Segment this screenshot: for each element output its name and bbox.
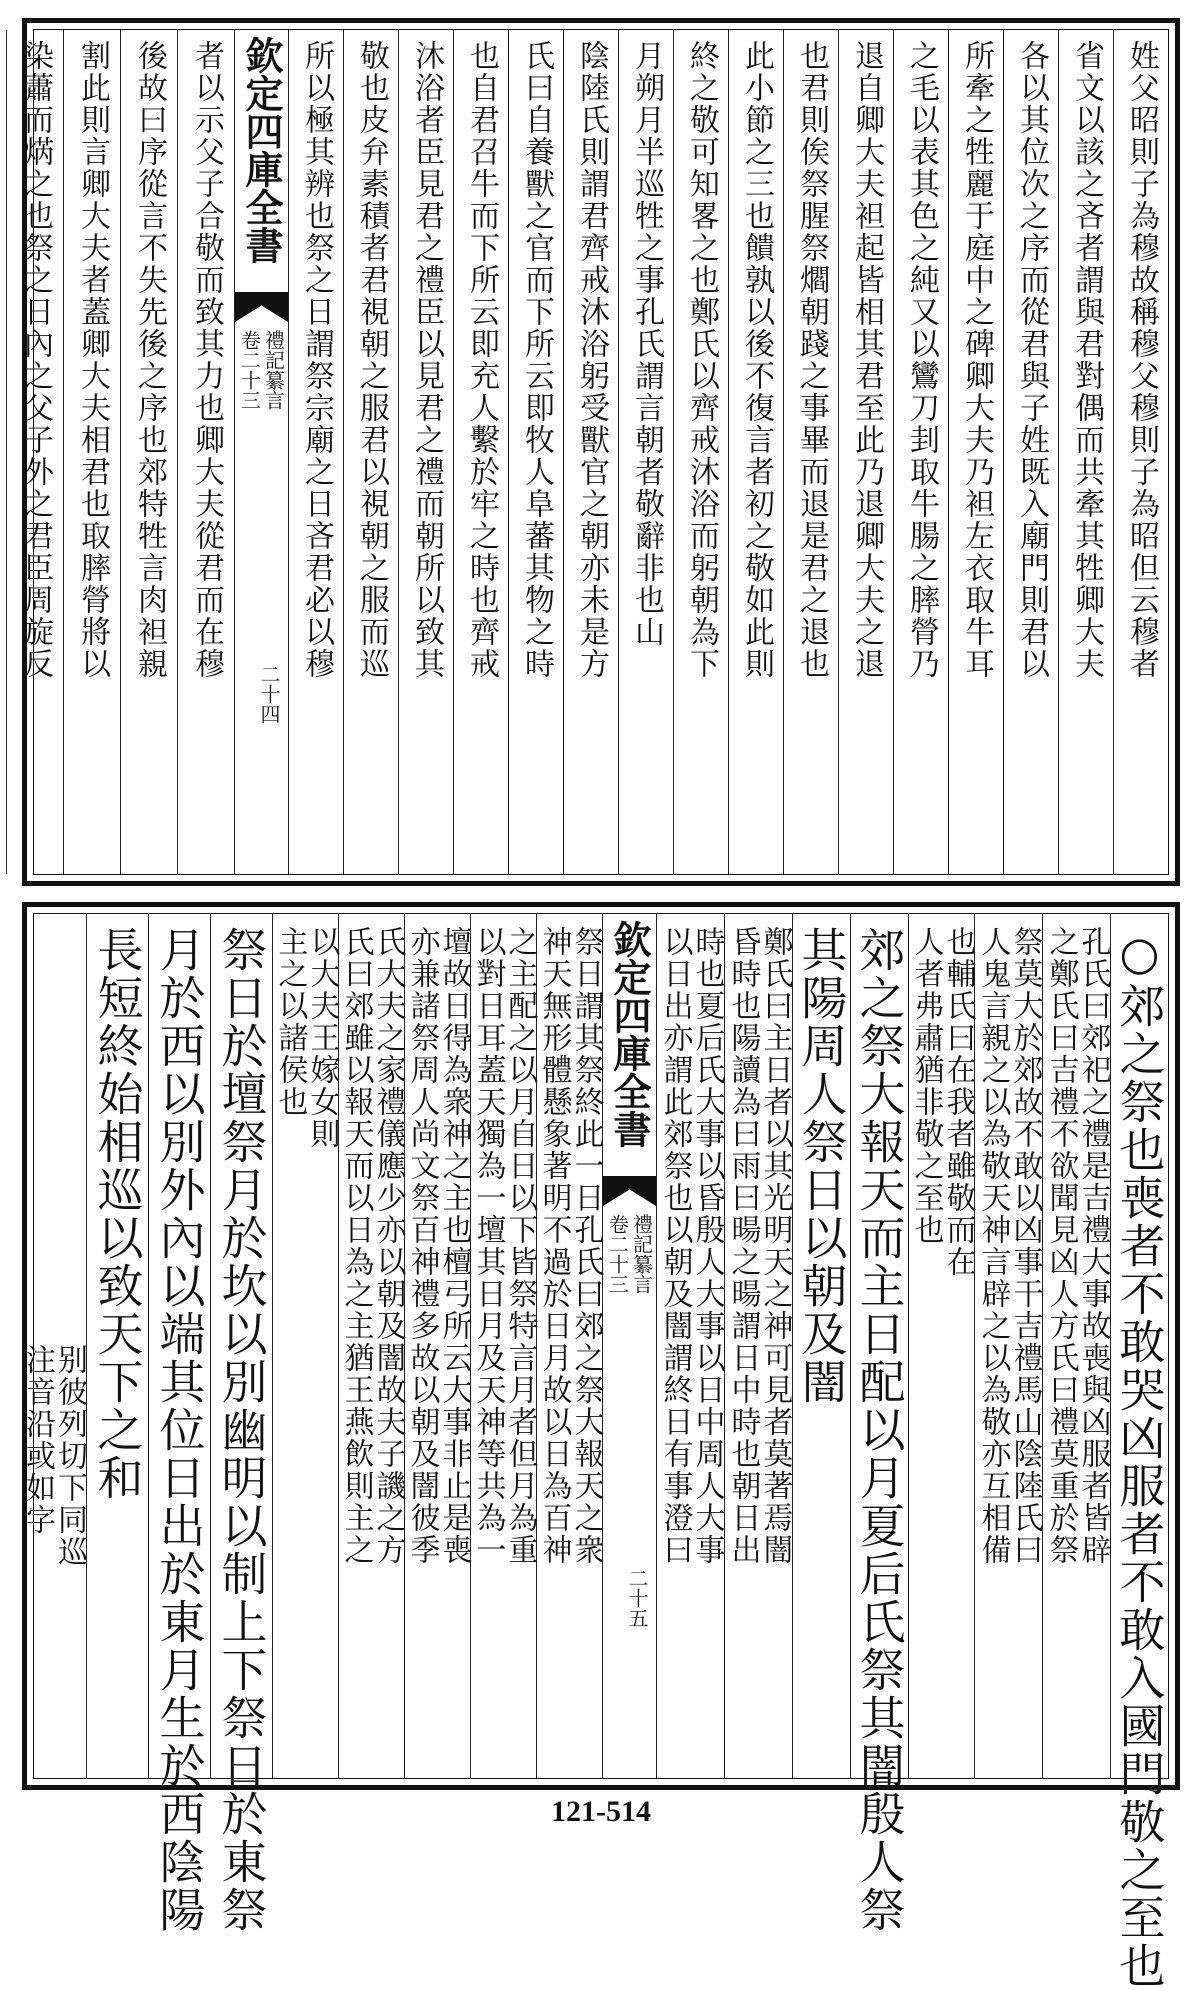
commentary-column: 也輔氏曰在我者雖敬而在 人者弗肅猶非敬之至也 (908, 914, 974, 1778)
text-column: 省文以該之吝者謂與君對偶而共牽其牲卿大夫 (1058, 30, 1113, 874)
text-column: 染蕭而焫之也祭之日內之父子外之君臣周旋反 (6, 30, 63, 874)
text-column: 所牽之牲麗于庭中之碑卿大夫乃袒左衣取牛耳 (948, 30, 1003, 874)
commentary-column: 之主配之以月自日以下皆祭特言月者但月為重 以對日耳蓋天獨為一壇其日月及天神等共為一 (470, 914, 536, 1778)
text-column: 也自君召牛而下所云即充人繫於牢之時也齊戒 (453, 30, 508, 874)
book-title: 禮記纂言 (261, 330, 286, 410)
main-text-column: 祭日於壇祭月於坎以別幽明以制上下祭日於東祭 (210, 914, 272, 1778)
book-title: 禮記纂言 (629, 1214, 654, 1294)
text-column: 此小節之三也饋孰以後不復言者初之敬如此則 (728, 30, 783, 874)
text-column: 姓父昭則子為穆故稱穆父穆則子為昭但云穆者 (1113, 30, 1168, 874)
commentary-column: 别彼列切下同巡 注音沿或如字 (20, 1344, 87, 1568)
spine-volume-info (237, 330, 286, 410)
commentary-column: 祭莫大於郊故不敢以凶事干吉禮馬山陰陸氏曰 人鬼言親之以為敬天神言辟之以為敬亦互相備 (974, 914, 1042, 1778)
text-column: 陰陸氏則謂君齊戒沐浴躬受獸官之朝亦未是方 (563, 30, 618, 874)
commentary-column: 氏大夫之家禮儀應少亦以朝及闇故夫子譏之方 氏曰郊雖以報天而以日為之主猶王燕飲則主之 (338, 914, 404, 1778)
center-spine (234, 30, 288, 874)
text-column: 之毛以表其色之純又以鸞刀刲取牛腸之膟膋乃 (893, 30, 948, 874)
main-text-column: 長短終始相巡以致天下之和 (86, 914, 148, 1778)
commentary-column: 孔氏曰郊祀之禮是吉禮大事故喪與凶服者皆辟 之鄭氏曰吉禮不欲聞見凶人方氏曰禮莫重於祭 (1042, 914, 1110, 1778)
spine-volume-info (605, 1214, 654, 1294)
text-column: 敬也皮弁素積者君視朝之服君以視朝之服而巡 (343, 30, 398, 874)
fish-tail-mark (603, 1176, 656, 1206)
text-column: 者以示父子合敬而致其力也卿大夫從君而在穆 (177, 30, 234, 874)
main-text-column: 月於西以別外內以端其位日出於東月生於西陰陽 (148, 914, 210, 1778)
commentary-column: 以大夫王嫁女則 主之以諸侯也 (272, 914, 338, 1778)
commentary-column: 祭日謂其祭終此一日孔氏曰郊之祭大報天之衆 神天無形體懸象著明不過於日月故以日為百神 (536, 914, 602, 1778)
leaf-number: 二十五 (625, 1568, 649, 1628)
upper-page (18, 18, 1180, 886)
volume-number: 卷二十三 (237, 330, 262, 410)
center-spine (602, 914, 656, 1778)
fish-tail-mark (235, 292, 288, 322)
page-reference-number: 121-514 (551, 1795, 651, 1828)
text-column: 也君則俟祭腥祭爓朝踐之事畢而退是君之退也 (783, 30, 838, 874)
text-column: 後故曰序從言不失先後之序也郊特牲言肉袒親 (120, 30, 177, 874)
leaf-number: 二十四 (257, 664, 281, 724)
text-column: 割此則言卿大夫者蓋卿大夫相君也取膟膋將以 (63, 30, 120, 874)
text-column: 退自卿大夫袒起皆相其君至此乃退卿大夫之退 (838, 30, 893, 874)
main-text-column: 郊之祭大報天而主日配以月夏后氏祭其闇殷人祭 (850, 914, 908, 1778)
commentary-column: 壇故日得為衆神之主也檀弓所云大事非止是喪 亦兼諸祭周人尚文祭百神禮多故以朝及闇彼季 (404, 914, 470, 1778)
volume-number: 卷二十三 (605, 1214, 630, 1294)
text-column: 月朔月半巡牲之事孔氏謂言朝者敬辭非也山 (618, 30, 673, 874)
commentary-column: 時也夏后氏大事以昏殷人大事以日中周人大事 以日出亦謂此郊祭也以朝及闇謂終日有事澄曰 (656, 914, 724, 1778)
text-column: 所以極其辨也祭之日謂祭宗廟之日吝君必以穆 (288, 30, 343, 874)
text-column: 各以其位次之序而從君與子姓既入廟門則君以 (1003, 30, 1058, 874)
main-text-column: ○郊之祭也喪者不敢哭凶服者不敢入國門敬之至也 (1110, 914, 1168, 1778)
commentary-column: 鄭氏曰主日者以其光明天之神可見者莫著焉闇 昏時也陽讀為曰雨曰暘之暘謂日中時也朝日出 (724, 914, 792, 1778)
text-column: 氏曰自養獸之官而下所云即牧人阜蕃其物之時 (508, 30, 563, 874)
text-column: 終之敬可知畧之也鄭氏以齊戒沐浴而躬朝為下 (673, 30, 728, 874)
upper-columns (18, 30, 1168, 874)
collection-title: 欽定四庫全書 (239, 36, 284, 264)
collection-title: 欽定四庫全書 (607, 920, 652, 1148)
text-column: 沐浴者臣見君之禮臣以見君之禮而朝所以致其 (398, 30, 453, 874)
main-text-column: 其陽周人祭日以朝及闇 (792, 914, 850, 1778)
